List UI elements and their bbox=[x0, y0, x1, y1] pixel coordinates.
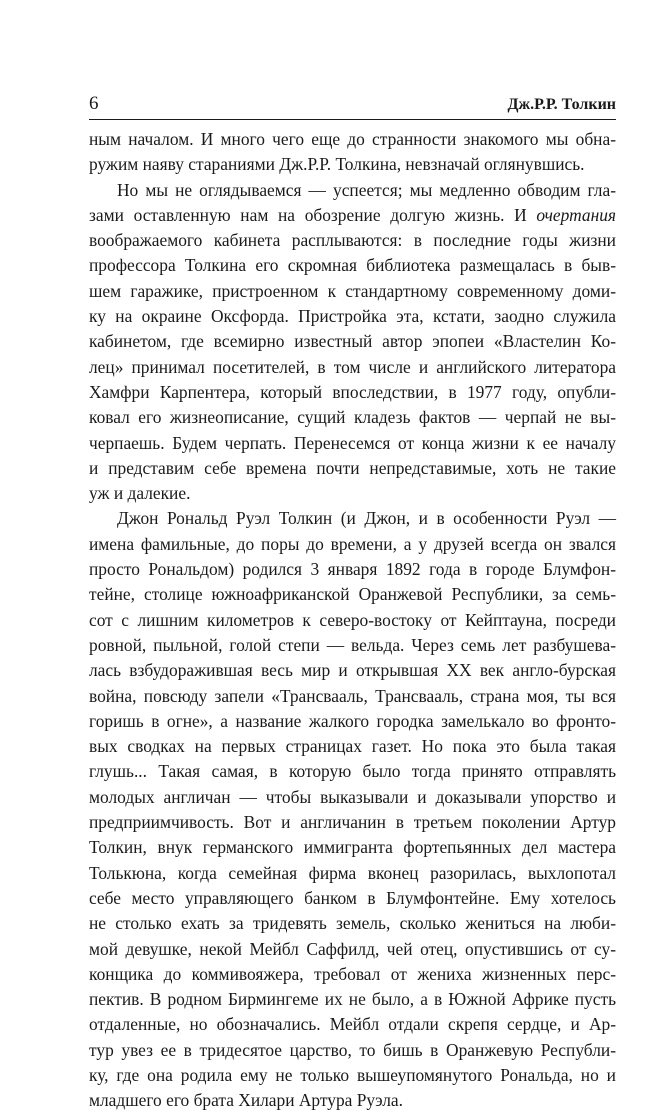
text-line: конщика до коммивояжера, требовал от жениха жизненных перс- bbox=[89, 963, 616, 984]
text-line: мой девушке, некой Мейбл Саффилд, чей отец, опустившись от су- bbox=[89, 938, 616, 959]
text-line: младшего его брата Хилари Артура Руэла. bbox=[89, 1090, 403, 1111]
text-line: Хамфри Карпентера, который впоследствии, в 1977 году, опубли- bbox=[89, 381, 616, 402]
text-line: тейне, столице южноафриканской Оранжевой Республики, за семь- bbox=[89, 584, 616, 605]
text-line: ку, где она родила ему не только вышеупомянутого Рональда, но и bbox=[89, 1064, 616, 1085]
text-line: не столько ехать за тридевять земель, сколько жениться на люби- bbox=[89, 913, 616, 934]
text-line: ровной, пыльной, голой степи — вельда. Через семь лет разбушева- bbox=[89, 634, 616, 655]
text-line: кабинетом, где всемирно известный автор эпопеи «Властелин Ко- bbox=[89, 331, 616, 352]
text-line: воображаемого кабинета расплываются: в последние годы жизни bbox=[89, 230, 616, 251]
text-line: профессора Толкина его скромная библиотека размещалась в быв- bbox=[89, 255, 616, 276]
paragraph-3 bbox=[89, 506, 616, 1113]
text-line: пектив. В родном Бирмингеме их не было, а в Южной Африке пусть bbox=[89, 989, 616, 1010]
paragraph-1 bbox=[89, 127, 616, 178]
text-line: Толкин, внук германского иммигранта фортепьянных дел мастера bbox=[89, 837, 616, 858]
text-line: тур увез ее в тридесятое царство, то бишь в Оранжевую Республи- bbox=[89, 1039, 616, 1060]
text-line: и представим себе времена почти непредставимые, хоть не такие bbox=[89, 457, 616, 478]
text-line: Толькюна, когда семейная фирма вконец разорилась, выхлопотал bbox=[89, 862, 616, 883]
text-line: горишь в огне», а название жалкого городка замелькало во фронто- bbox=[89, 710, 616, 731]
text-line: ружим наяву стараниями Дж.Р.Р. Толкина, невзначай оглянувшись. bbox=[89, 154, 585, 175]
text-line: зами оставленную нам на обозрение долгую жизнь. И очертания bbox=[89, 204, 616, 225]
text-line: имена фамильные, до поры до времени, а у друзей всегда он звался bbox=[89, 533, 616, 554]
text-line: Джон Рональд Руэл Толкин (и Джон, и в особенности Руэл — bbox=[117, 508, 616, 529]
text-line: черпаешь. Будем черпать. Перенесемся от конца жизни к ее началу bbox=[89, 432, 616, 453]
text-line: глушь... Такая самая, в которую было тогда принято отправлять bbox=[89, 761, 616, 782]
running-head: Дж.Р.Р. Толкин bbox=[507, 96, 616, 113]
text-line: уж и далекие. bbox=[89, 483, 191, 504]
text-line: молодых англичан — чтобы выказывали и доказывали упорство и bbox=[89, 786, 616, 807]
text-line: лец» принимал посетителей, в том числе и английского литератора bbox=[89, 356, 616, 377]
text-line: просто Рональдом) родился 3 января 1892 года в городе Блумфон- bbox=[89, 559, 616, 580]
page-header bbox=[89, 93, 616, 115]
body-text bbox=[89, 127, 616, 1114]
text-line: предприимчивость. Вот и англичанин в третьем поколении Артур bbox=[89, 812, 616, 833]
text-line: ным началом. И много чего еще до странности знакомого мы обна- bbox=[89, 129, 616, 149]
text-line: война, повсюду запели «Трансвааль, Трансвааль, страна моя, ты вся bbox=[89, 685, 616, 706]
page-number: 6 bbox=[89, 93, 99, 114]
text-line: шем гаражике, пристроенном к стандартному современному доми- bbox=[89, 280, 616, 301]
text-line: себе место управляющего банком в Блумфонтейне. Ему хотелось bbox=[89, 887, 616, 908]
text-line: вых сводках на первых страницах газет. Но пока это была такая bbox=[89, 736, 616, 757]
text-line: ку на окраине Оксфорда. Пристройка эта, кстати, заодно служила bbox=[89, 306, 616, 327]
text-line: Но мы не оглядываемся — успеется; мы медленно обводим гла- bbox=[117, 179, 616, 200]
text-line: лась взбудоражившая весь мир и открывшая ХХ век англо-бурская bbox=[89, 660, 616, 681]
text-line: отдаленные, но обозначались. Мейбл отдали скрепя сердце, и Ар- bbox=[89, 1014, 616, 1035]
paragraph-2 bbox=[89, 178, 616, 507]
text-line: сот с лишним километров к северо-востоку от Кейптауна, посреди bbox=[89, 609, 616, 630]
text-line: ковал его жизнеописание, сущий кладезь фактов — черпай не вы- bbox=[89, 407, 616, 428]
header-rule bbox=[89, 119, 616, 120]
